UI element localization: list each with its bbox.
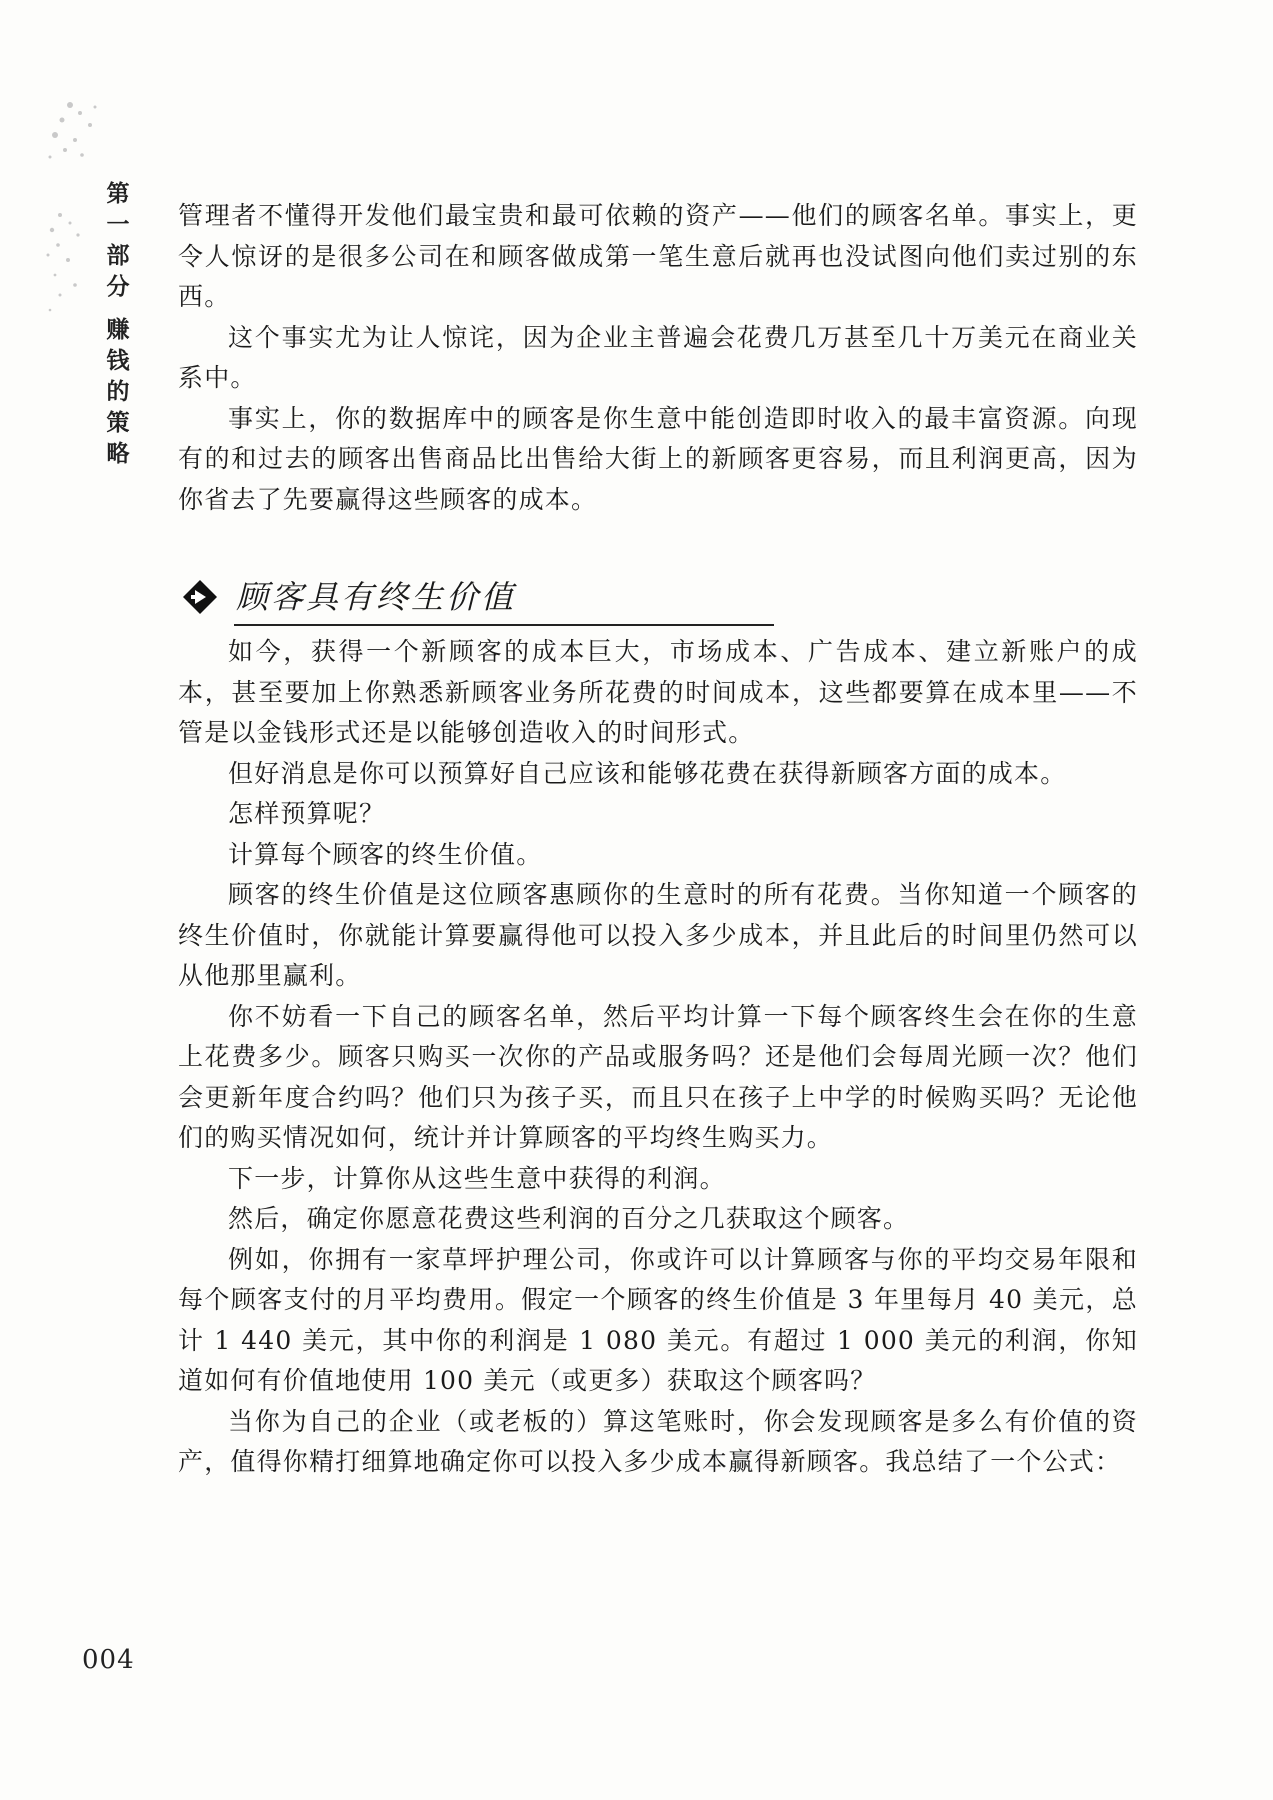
paragraph: 这个事实尤为让人惊诧，因为企业主普遍会花费几万甚至几十万美元在商业关系中。 [178,322,1138,392]
side-label-char: 部 [106,242,130,269]
side-label-char: 钱 [106,347,130,374]
side-label-char: 分 [106,273,130,300]
paragraph: 当你为自己的企业（或老板的）算这笔账时，你会发现顾客是多么有价值的资产，值得你精打细算地确定你可以投入多少成本赢得新顾客。我总结了一个公式： [178,1406,1138,1476]
paragraph: 事实上，你的数据库中的顾客是你生意中能创造即时收入的最丰富资源。向现有的和过去的顾客出售商品比出售给大街上的新顾客更容易，而且利润更高，因为你省去了先要赢得这些顾客的成本。 [178,403,1138,514]
side-chapter-label [98,178,138,469]
paragraph: 下一步，计算你从这些生意中获得的利润。 [228,1163,726,1193]
section-heading [178,572,1138,622]
paragraph: 顾客的终生价值是这位顾客惠顾你的生意时的所有花费。当你知道一个顾客的终生价值时，你就能计算要赢得他可以投入多少成本，并且此后的时间里仍然可以从他那里赢利。 [178,880,1138,990]
paragraph: 管理者不懂得开发他们最宝贵和最可依赖的资产——他们的顾客名单。事实上，更令人惊讶的是很多公司在和顾客做成第一笔生意后就再也没试图向他们卖过别的东西。 [178,201,1138,311]
side-label-char: 第 [106,180,130,207]
side-label-char: 的 [106,378,130,405]
side-label-char: 一 [106,211,130,238]
side-label-char: 略 [106,440,130,467]
diamond-arrow-icon [182,579,218,615]
section-title: 顾客具有终生价值 [236,577,517,616]
paragraph: 然后，确定你愿意花费这些利润的百分之几获取这个顾客。 [228,1204,910,1233]
paragraph: 但好消息是你可以预算好自己应该和能够花费在获得新顾客方面的成本。 [228,758,1067,788]
side-label-char: 赚 [106,316,130,343]
paragraph: 例如，你拥有一家草坪护理公司，你或许可以计算顾客与你的平均交易年限和每个顾客支付的月平均费用。假定一个顾客的终生价值是 3 年里每月 40 美元，总计 1 440 美元，其中你的利润是 1 080 美元。有超过 1 000 美元的利润，你知道如何有价值地使用 100 美元（或更多）获取这个顾客吗？ [178,1244,1138,1395]
heading-underline [234,624,774,626]
body-text [178,196,1138,1483]
side-label-char: 策 [106,409,130,436]
paragraph: 你不妨看一下自己的顾客名单，然后平均计算一下每个顾客终生会在你的生意上花费多少。顾客只购买一次你的产品或服务吗？还是他们会每周光顾一次？他们会更新年度合约吗？他们只为孩子买，而且只在孩子上中学的时候购买吗？无论他们的购买情况如何，统计并计算顾客的平均终生购买力。 [178,1001,1138,1152]
paragraph: 如今，获得一个新顾客的成本巨大，市场成本、广告成本、建立新账户的成本，甚至要加上你熟悉新顾客业务所花费的时间成本，这些都要算在成本里——不管是以金钱形式还是以能够创造收入的时间形式。 [178,637,1138,747]
page-number: 004 [82,1645,135,1675]
paragraph: 计算每个顾客的终生价值。 [228,839,543,869]
paragraph: 怎样预算呢？ [228,799,386,828]
